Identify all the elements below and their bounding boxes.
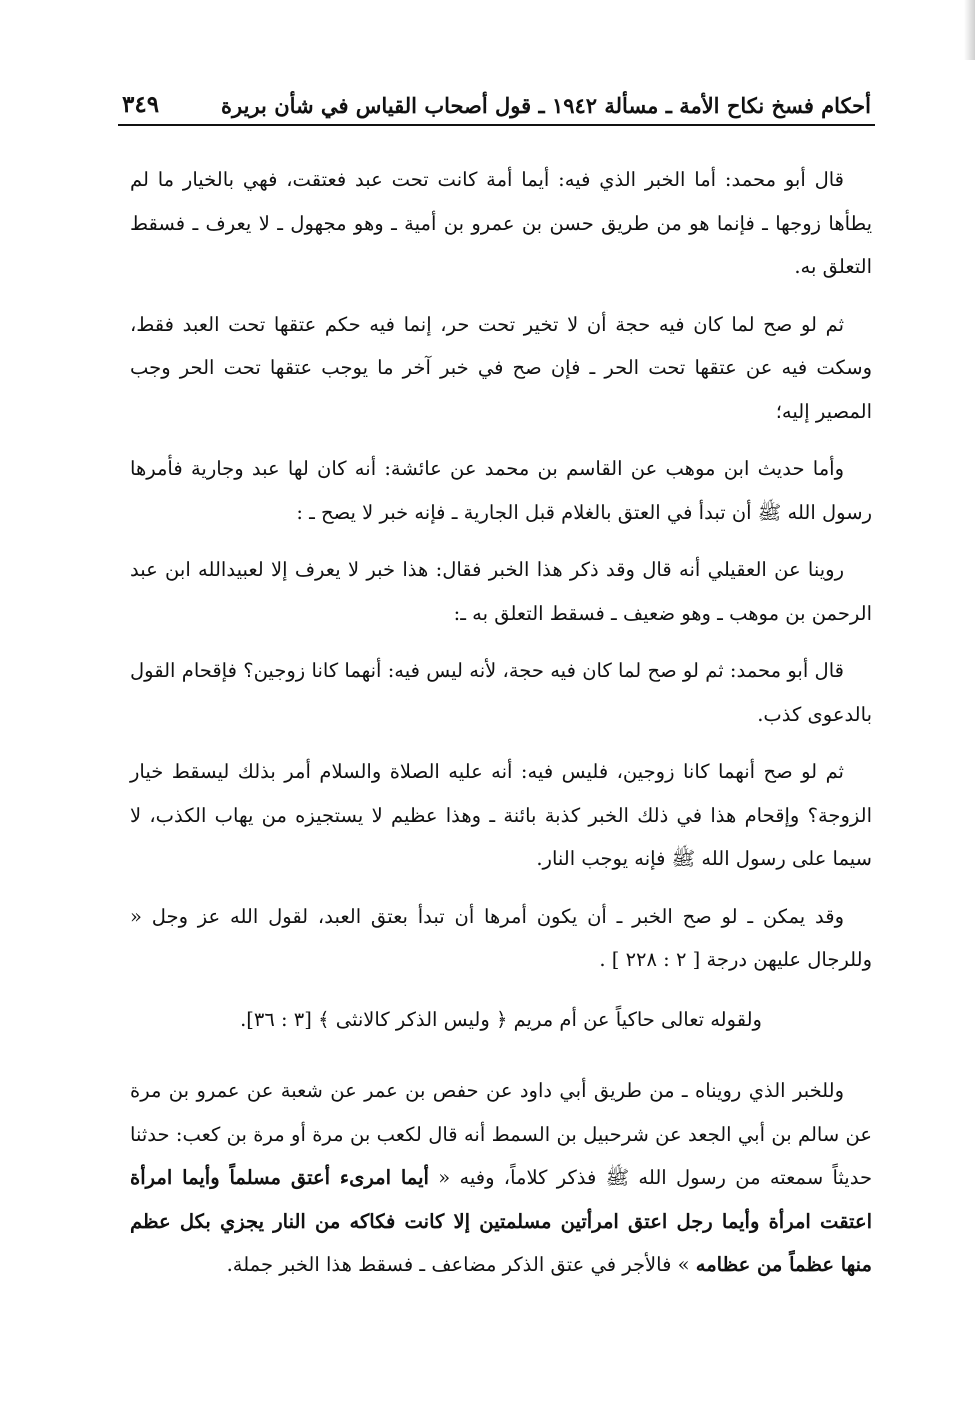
paragraph-4: روينا عن العقيلي أنه قال وقد ذكر هذا الخبر فقال: هذا خبر لا يعرف إلا لعبيدالله ابن عبد الرحمن بن موهب ـ وهو ضعيف ـ فسقط التعلق به ـ: bbox=[130, 558, 872, 625]
paragraph-6: ثم لو صح أنهما كانا زوجين، فليس فيه: أنه عليه الصلاة والسلام أمر بذلك ليسقط خيار الزوجة؟ وإقحام هذا في ذلك الخبر كذبة بائنة ـ وهذا عظيم لا يستجيزه من يهاب الكذب، لا سيما على رسول الله ﷺ فإنه يوجب النار. bbox=[130, 760, 872, 870]
page-number: ٣٤٩ bbox=[122, 91, 160, 118]
quran-quote-paragraph: ولقوله تعالى حاكياً عن أم مريم ﴿ وليس الذكر كالانثى ﴾ [٣ : ٣٦]. bbox=[240, 1007, 762, 1031]
paragraph-5: قال أبو محمد: ثم لو صح لما كان فيه حجة، لأنه ليس فيه: أنهما كانا زوجين؟ فإقحام القول بالدعوى كذب. bbox=[130, 659, 872, 726]
paragraph-9 bbox=[130, 1069, 872, 1287]
running-title: أحكام فسخ نكاح الأمة ـ مسألة ١٩٤٢ ـ قول أصحاب القياس في شأن بريرة bbox=[221, 93, 871, 118]
paragraph-2: ثم لو صح لما كان فيه حجة أن لا تخير تحت حر، إنما فيه حكم عتقها تحت العبد فقط، وسكت فيه عن عتقها تحت الحر ـ فإن صح في خبر آخر ما يوجب عتقها تحت الحر وجب المصير إليه؛ bbox=[130, 312, 872, 423]
page-edge-shadow bbox=[964, 0, 975, 60]
paragraph-3: وأما حديث ابن موهب عن القاسم بن محمد عن عائشة: أنه كان لها عبد وجارية فأمرها رسول الله ﷺ أن تبدأ في العتق بالغلام قبل الجارية ـ فإنه خبر لا يصح ـ : bbox=[130, 457, 872, 524]
paragraph-9-tail: » فالأجر في عتق الذكر مضاعف ـ فسقط هذا الخبر جملة. bbox=[226, 1253, 690, 1276]
body-text bbox=[130, 158, 872, 1301]
paragraph-1: قال أبو محمد: أما الخبر الذي فيه: أيما أمة كانت تحت عبد فعتقت، فهي بالخيار ما لم يطأها زوجها ـ فإنما هو من طريق حسن بن عمرو بن أمية ـ وهو مجهول ـ لا يعرف ـ فسقط التعلق به. bbox=[130, 168, 872, 278]
paragraph-9-intro: وللخبر الذي رويناه ـ من طريق أبي داود عن حفص بن عمر عن شعبة عن عمرو بن مرة عن سالم بن أبي الجعد عن شرحبيل بن السمط أنه قال لكعب بن مرة أو مرة بن كعب: حدثنا حديثاً سمعته من رسول الله ﷺ فذكر كلاماً، وفيه « bbox=[130, 1079, 872, 1189]
paragraph-7: وقد يمكن ـ لو صح الخبر ـ أن يكون أمرها أن تبدأ بعتق العبد، لقول الله عز وجل « وللرجال عليهن درجة [ ٢ : ٢٢٨ ] . bbox=[130, 904, 872, 971]
page-header bbox=[118, 82, 875, 126]
hadith-quote-bold: أيما امرىء أعتق مسلماً وأيما امرأة اعتقت امرأة وأيما رجل اعتق امرأتين مسلمتين إلا كانت فكاكه من النار يجزي بكل عظم منها عظماً من عظامه bbox=[130, 1166, 872, 1276]
